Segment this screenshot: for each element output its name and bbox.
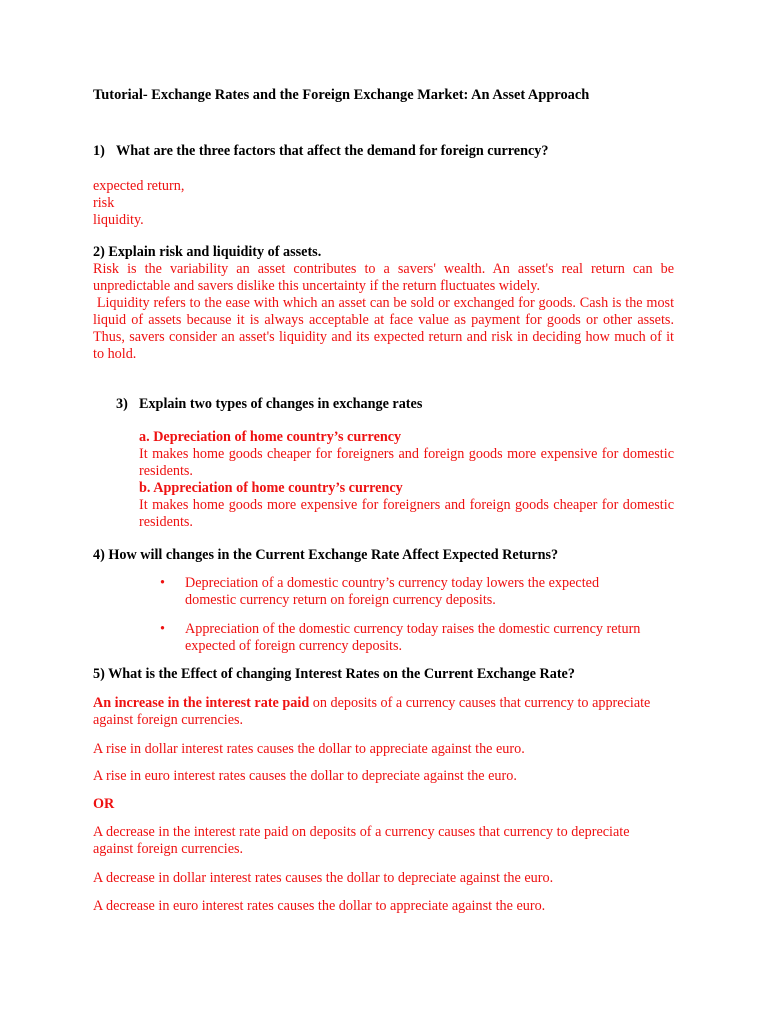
answer-2-risk: Risk is the variability an asset contributes to a savers' wealth. An asset's real return can be unpredictable and savers dislike this uncertainty if the return fluctuates widely.: [93, 261, 674, 294]
question-1: [93, 143, 674, 160]
answer-5-lead-rest: on deposits of a currency causes that currency to appreciate against foreign currencies.: [93, 695, 651, 728]
bullet-icon: •: [160, 575, 165, 591]
page-title: Tutorial- Exchange Rates and the Foreign Exchange Market: An Asset Approach: [93, 87, 590, 103]
question-1-text: What are the three factors that affect the demand for foreign currency?: [116, 143, 549, 159]
bullet-item: [160, 575, 650, 609]
question-4: 4) How will changes in the Current Exchange Rate Affect Expected Returns?: [93, 547, 559, 563]
depreciation-text: It makes home goods cheaper for foreigners and foreign goods more expensive for domestic residents.: [139, 446, 674, 479]
question-1-number: 1): [93, 143, 105, 159]
answer-1-item: risk: [93, 195, 115, 211]
question-3-text: Explain two types of changes in exchange rates: [139, 396, 423, 412]
answer-5-line: A decrease in dollar interest rates causes the dollar to depreciate against the euro.: [93, 870, 554, 886]
question-5: 5) What is the Effect of changing Interest Rates on the Current Exchange Rate?: [93, 666, 575, 682]
answer-1-item: expected return,: [93, 178, 185, 194]
answer-3: [139, 429, 674, 531]
answer-5-lead: [93, 695, 653, 729]
or-label: OR: [93, 796, 115, 812]
question-2: 2) Explain risk and liquidity of assets.: [93, 244, 322, 260]
answer-5-line: A rise in dollar interest rates causes the dollar to appreciate against the euro.: [93, 741, 525, 757]
appreciation-heading: b. Appreciation of home country’s currency: [139, 480, 403, 496]
answer-5-line: A decrease in the interest rate paid on deposits of a currency causes that currency to depreciate against foreign currencies.: [93, 824, 630, 857]
bullet-text: Appreciation of the domestic currency today raises the domestic currency return expected of foreign currency deposits.: [185, 621, 641, 654]
bullet-text: Depreciation of a domestic country’s currency today lowers the expected domestic currency return on foreign currency deposits.: [185, 575, 600, 608]
question-3-number: 3): [116, 396, 128, 412]
depreciation-heading: a. Depreciation of home country’s currency: [139, 429, 402, 445]
answer-5-lead-bold: An increase in the interest rate paid: [93, 695, 310, 711]
answer-5-line: A decrease in euro interest rates causes the dollar to appreciate against the euro.: [93, 898, 546, 914]
answer-1: [93, 178, 674, 229]
bullet-icon: •: [160, 621, 165, 637]
appreciation-text: It makes home goods more expensive for foreigners and foreign goods cheaper for domestic residents.: [139, 497, 674, 530]
answer-5-line: A rise in euro interest rates causes the dollar to depreciate against the euro.: [93, 768, 517, 784]
bullet-item: [160, 621, 650, 655]
question-3: [116, 396, 676, 413]
answer-1-item: liquidity.: [93, 212, 144, 228]
answer-2-liquidity: Liquidity refers to the ease with which an asset can be sold or exchanged for goods. Cash is the most liquid of assets because it is always acceptable at face value as payment for goods or other assets. Thus, savers consider an asset's liquidity and its expected return and risk in deciding how much of it to hold.: [93, 295, 678, 362]
